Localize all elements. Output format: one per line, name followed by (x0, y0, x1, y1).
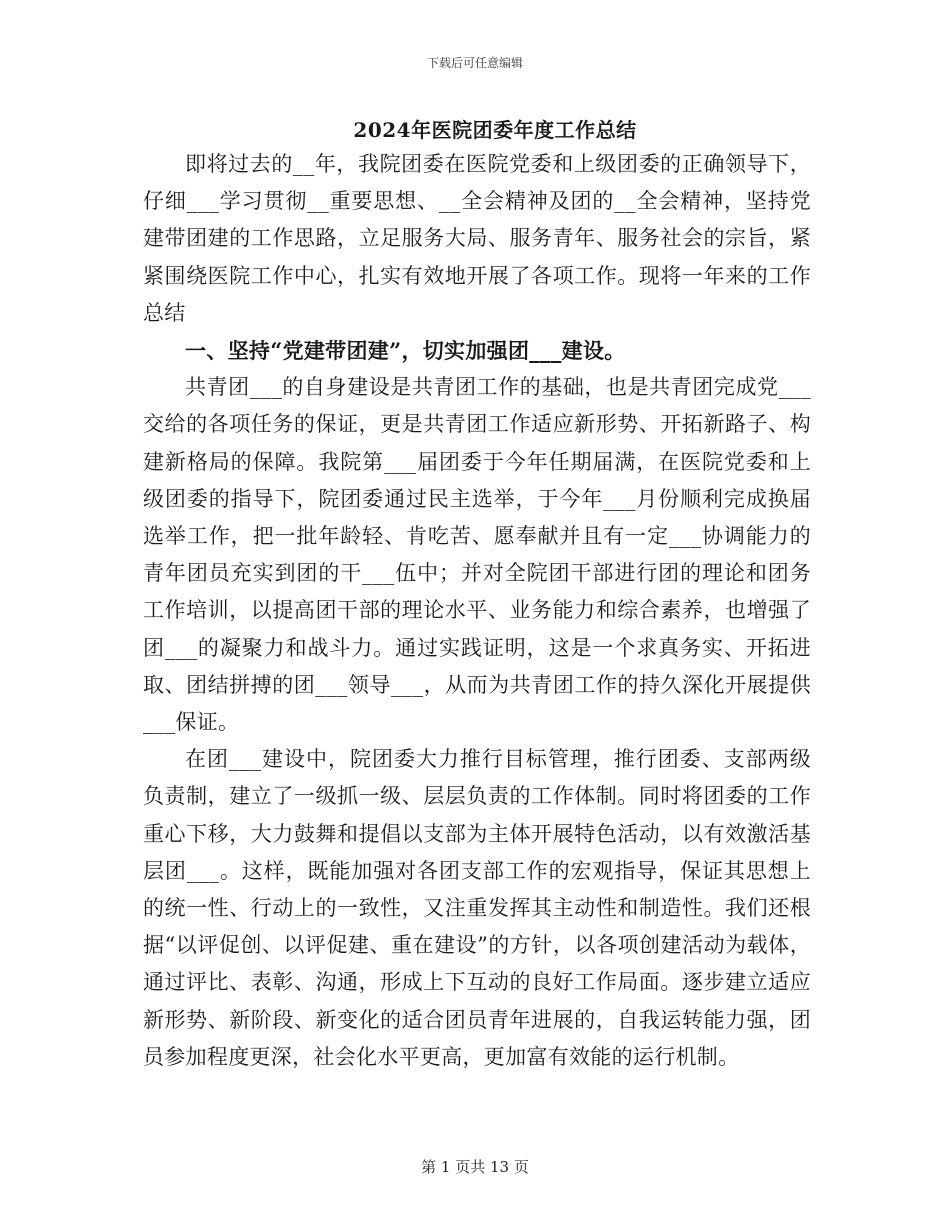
document-title: 2024年医院团委年度工作总结 (353, 118, 637, 142)
intro-paragraph: 即将过去的__年，我院团委在医院党委和上级团委的正确领导下，仔细___学习贯彻__重要思想、__全会精神及团的__全会精神，坚持党建带团建的工作思路，立足服务大局、服务青年、服务社会的宗旨，紧紧围绕医院工作中心，扎实有效地开展了各项工作。现将一年来的工作总结 (143, 152, 811, 325)
header-note: 下载后可任意编辑 (426, 56, 523, 70)
document-body (143, 146, 811, 1076)
body-paragraph: 在团___建设中，院团委大力推行目标管理，推行团委、支部两级负责制，建立了一级抓一级、层层负责的工作体制。同时将团委的工作重心下移，大力鼓舞和提倡以支部为主体开展特色活动，以有效激活基层团___。这样，既能加强对各团支部工作的宏观指导，保证其思想上的统一性、行动上的一致性，又注重发挥其主动性和制造性。我们还根据“以评促创、以评促建、重在建设”的方针，以各项创建活动为载体，通过评比、表彰、沟通，形成上下互动的良好工作局面。逐步建立适应新形势、新阶段、新变化的适合团员青年进展的，自我运转能力强，团员参加程度更深，社会化水平更高，更加富有效能的运行机制。 (143, 747, 811, 1069)
page-number-footer: 第 1 页共 13 页 (421, 1158, 529, 1176)
body-paragraph: 共青团___的自身建设是共青团工作的基础，也是共青团完成党___交给的各项任务的保证，更是共青团工作适应新形势、开拓新路子、构建新格局的保障。我院第___届团委于今年任期届满，在医院党委和上级团委的指导下，院团委通过民主选举，于今年___月份顺利完成换届选举工作，把一批年龄轻、肯吃苦、愿奉献并且有一定___协调能力的青年团员充实到团的干___伍中；并对全院团干部进行团的理论和团务工作培训，以提高团干部的理论水平、业务能力和综合素养，也增强了团___的凝聚力和战斗力。通过实践证明，这是一个求真务实、开拓进取、团结拼搏的团___领导___，从而为共青团工作的持久深化开展提供___保证。 (143, 375, 811, 735)
section-heading: 一、坚持“党建带团建”，切实加强团___建设。 (185, 338, 626, 364)
